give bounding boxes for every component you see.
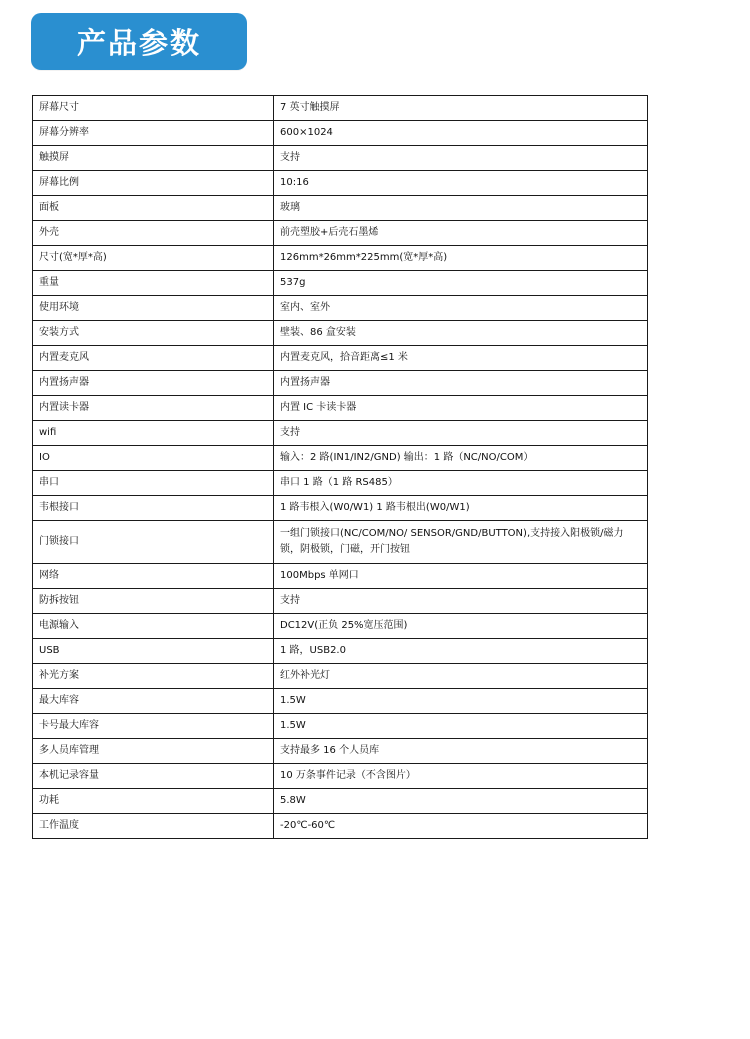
spec-name: 外壳 xyxy=(33,221,274,246)
spec-value: 126mm*26mm*225mm(宽*厚*高) xyxy=(274,246,648,271)
table-row xyxy=(33,246,648,271)
spec-value: 10:16 xyxy=(274,171,648,196)
spec-name: 尺寸(宽*厚*高) xyxy=(33,246,274,271)
spec-table xyxy=(32,95,648,839)
spec-value: 支持 xyxy=(274,421,648,446)
table-row xyxy=(33,396,648,421)
table-row xyxy=(33,146,648,171)
section-title: 产品参数 xyxy=(76,26,201,60)
spec-name: 工作温度 xyxy=(33,814,274,839)
spec-name: 多人员库管理 xyxy=(33,739,274,764)
spec-name: 屏幕分辨率 xyxy=(33,121,274,146)
spec-name: 韦根接口 xyxy=(33,496,274,521)
spec-name: 面板 xyxy=(33,196,274,221)
spec-name: 内置读卡器 xyxy=(33,396,274,421)
table-row xyxy=(33,121,648,146)
spec-name: 触摸屏 xyxy=(33,146,274,171)
table-row xyxy=(33,714,648,739)
spec-value: 支持 xyxy=(274,589,648,614)
table-row xyxy=(33,321,648,346)
spec-name: 卡号最大库容 xyxy=(33,714,274,739)
table-row xyxy=(33,346,648,371)
spec-name: 本机记录容量 xyxy=(33,764,274,789)
spec-value: 前壳塑胶+后壳石墨烯 xyxy=(274,221,648,246)
spec-value: 内置麦克风，拾音距离≤1 米 xyxy=(274,346,648,371)
spec-name: 屏幕比例 xyxy=(33,171,274,196)
table-row xyxy=(33,496,648,521)
table-row xyxy=(33,421,648,446)
table-row xyxy=(33,639,648,664)
spec-value: 1 路韦根入(W0/W1) 1 路韦根出(W0/W1) xyxy=(274,496,648,521)
spec-name: 门锁接口 xyxy=(33,521,274,564)
table-row xyxy=(33,196,648,221)
table-row xyxy=(33,446,648,471)
table-row xyxy=(33,689,648,714)
spec-value: 1 路，USB2.0 xyxy=(274,639,648,664)
spec-name: IO xyxy=(33,446,274,471)
spec-name: 使用环境 xyxy=(33,296,274,321)
table-row xyxy=(33,564,648,589)
spec-name: 最大库容 xyxy=(33,689,274,714)
spec-name: 内置麦克风 xyxy=(33,346,274,371)
spec-value: 7 英寸触摸屏 xyxy=(274,96,648,121)
spec-name: 功耗 xyxy=(33,789,274,814)
table-row xyxy=(33,96,648,121)
spec-value: -20℃-60℃ xyxy=(274,814,648,839)
spec-name: 安装方式 xyxy=(33,321,274,346)
spec-name: wifi xyxy=(33,421,274,446)
spec-value: 串口 1 路（1 路 RS485） xyxy=(274,471,648,496)
spec-name: 串口 xyxy=(33,471,274,496)
spec-value: 一组门锁接口(NC/COM/NO/ SENSOR/GND/BUTTON),支持接入阳极锁/磁力锁，阴极锁，门磁，开门按钮 xyxy=(274,521,648,564)
spec-value: 支持 xyxy=(274,146,648,171)
spec-value: 10 万条事件记录（不含图片） xyxy=(274,764,648,789)
spec-value: 1.5W xyxy=(274,689,648,714)
spec-value: 600×1024 xyxy=(274,121,648,146)
spec-name: 网络 xyxy=(33,564,274,589)
spec-name: 补光方案 xyxy=(33,664,274,689)
table-row xyxy=(33,764,648,789)
spec-value: DC12V(正负 25%宽压范围) xyxy=(274,614,648,639)
table-row xyxy=(33,521,648,564)
spec-value: 室内、室外 xyxy=(274,296,648,321)
table-row xyxy=(33,664,648,689)
spec-value: 壁装、86 盒安装 xyxy=(274,321,648,346)
spec-value: 内置扬声器 xyxy=(274,371,648,396)
spec-name: 内置扬声器 xyxy=(33,371,274,396)
spec-name: 重量 xyxy=(33,271,274,296)
spec-value: 玻璃 xyxy=(274,196,648,221)
table-row xyxy=(33,589,648,614)
table-row xyxy=(33,614,648,639)
table-row xyxy=(33,171,648,196)
spec-value: 5.8W xyxy=(274,789,648,814)
spec-value: 537g xyxy=(274,271,648,296)
spec-value: 红外补光灯 xyxy=(274,664,648,689)
spec-name: 电源输入 xyxy=(33,614,274,639)
section-title-badge xyxy=(31,13,247,70)
table-row xyxy=(33,371,648,396)
table-row xyxy=(33,271,648,296)
spec-value: 1.5W xyxy=(274,714,648,739)
spec-value: 输入：2 路(IN1/IN2/GND) 输出：1 路（NC/NO/COM） xyxy=(274,446,648,471)
spec-value: 内置 IC 卡读卡器 xyxy=(274,396,648,421)
table-row xyxy=(33,221,648,246)
table-row xyxy=(33,471,648,496)
table-row xyxy=(33,814,648,839)
spec-name: USB xyxy=(33,639,274,664)
table-row xyxy=(33,296,648,321)
spec-value: 支持最多 16 个人员库 xyxy=(274,739,648,764)
table-row xyxy=(33,789,648,814)
table-row xyxy=(33,739,648,764)
spec-value: 100Mbps 单网口 xyxy=(274,564,648,589)
spec-name: 屏幕尺寸 xyxy=(33,96,274,121)
spec-name: 防拆按钮 xyxy=(33,589,274,614)
